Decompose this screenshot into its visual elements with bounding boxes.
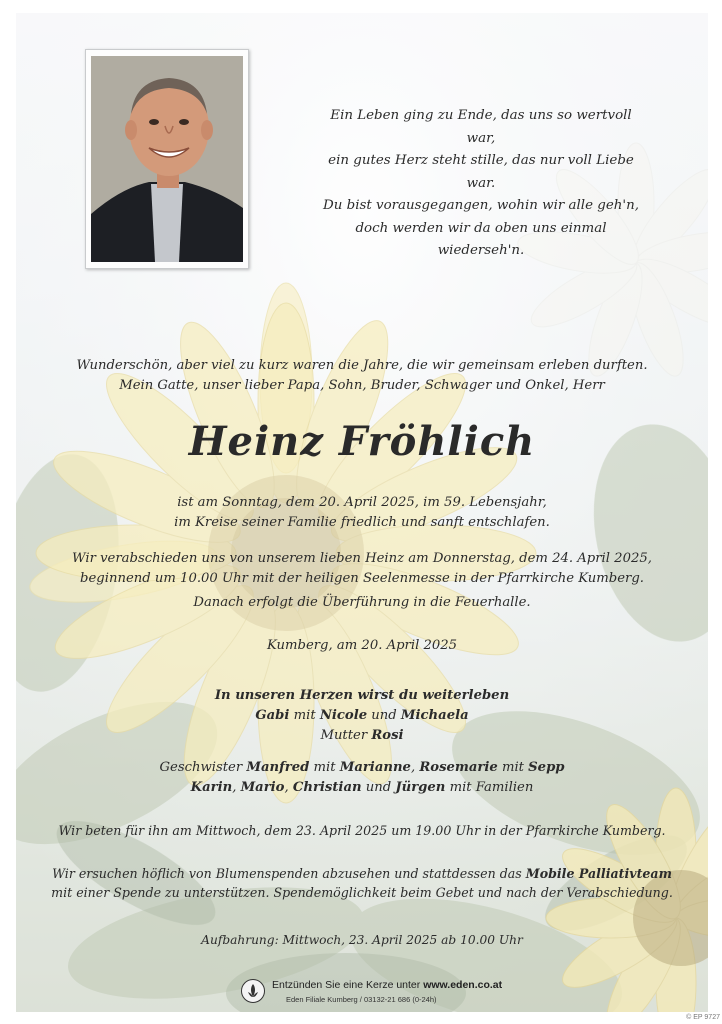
mourner-sep: mit [309,760,340,775]
death-line: ist am Sonntag, dem 20. April 2025, im 59. Lebensjahr, [177,495,547,510]
intro-line: Wunderschön, aber viel zu kurz waren die Jahre, die wir gemeinsam erleben durften. [76,358,648,373]
mourner: Rosi [371,728,404,743]
eden-logo-icon [241,979,265,1003]
mourners-line-1 [16,706,708,726]
death-notice [16,493,708,533]
mourners-line-4 [16,778,708,798]
funeral-notice [16,549,708,613]
mourners-line-3 [16,758,708,778]
mourner-sep: , [284,780,293,795]
donation-text: Wir ersuchen höflich von Blumenspenden abzusehen und stattdessen das [52,866,526,881]
mourner: Gabi [255,708,290,723]
candle-link-text [272,979,502,991]
poem-line: doch werden wir da oben uns einmal wiederseh'n. [355,220,607,258]
mourner-sep: Geschwister [159,760,247,775]
deceased-name: Heinz Fröhlich [188,418,536,465]
mourners [16,686,708,798]
poem [321,105,641,263]
mourner: Christian [292,780,362,795]
poem-line: Ein Leben ging zu Ende, das uns so wertvoll war, [330,108,632,146]
funeral-line: Danach erfolgt die Überführung in die Feuerhalle. [193,595,531,610]
intro-line: Mein Gatte, unser lieber Papa, Sohn, Bruder, Schwager und Onkel, Herr [119,378,605,393]
mourner-sep: Mutter [320,728,372,743]
mourner: Karin [190,780,233,795]
funeral-line: Wir verabschieden uns von unserem lieben Heinz am Donnerstag, dem 24. April 2025, [72,551,652,566]
donation-line-1 [16,864,708,883]
portrait-photo [91,56,243,262]
mourner: Jürgen [395,780,446,795]
obituary-card [16,13,708,1012]
mourner-sep: , [232,780,241,795]
funeral-line: beginnend um 10.00 Uhr mit der heiligen Seelenmesse in der Pfarrkirche Kumberg. [80,571,644,586]
place-date: Kumberg, am 20. April 2025 [266,638,458,653]
mourner: Sepp [528,760,565,775]
poem-line: Du bist vorausgegangen, wohin wir alle geh'n, [323,198,639,213]
prayer-notice: Wir beten für ihn am Mittwoch, dem 23. April 2025 um 19.00 Uhr in der Pfarrkirche Kumberg. [58,823,666,838]
mourner-sep: , [410,760,420,775]
donation-notice [16,864,708,902]
donation-recipient: Mobile Palliativteam [525,866,672,881]
intro-text [16,356,708,396]
death-line: im Kreise seiner Familie friedlich und sanft entschlafen. [174,515,550,530]
mourners-line-2 [16,726,708,746]
mourner: Manfred [246,760,310,775]
poem-line: ein gutes Herz steht stille, das nur voll Liebe war. [328,153,634,191]
portrait-frame [85,49,249,269]
mourner: Nicole [319,708,368,723]
viewing-notice: Aufbahrung: Mittwoch, 23. April 2025 ab 10.00 Uhr [201,933,523,947]
mourner: Mario [240,780,285,795]
mourner-sep: mit [497,760,529,775]
mourner: Michaela [400,708,469,723]
mourner-sep: mit Familien [445,780,534,795]
footer-eden [234,977,503,1009]
donation-line-2: mit einer Spende zu unterstützen. Spendemöglichkeit beim Gebet und nach der Verabschiedung. [51,885,673,900]
mourner: Marianne [339,760,411,775]
mourner: Rosemarie [419,760,498,775]
mourner-sep: und [367,708,401,723]
branch-info: Eden Filiale Kumberg / 03132-21 686 (0-24h) [286,995,437,1004]
candle-prefix: Entzünden Sie eine Kerze unter [272,979,424,991]
mourner-sep: mit [289,708,320,723]
mourner-sep: und [361,780,396,795]
mourners-heading: In unseren Herzen wirst du weiterleben [214,688,510,703]
candle-url-link[interactable]: www.eden.co.at [423,979,503,991]
print-code: © EP 9727 [686,1014,720,1021]
